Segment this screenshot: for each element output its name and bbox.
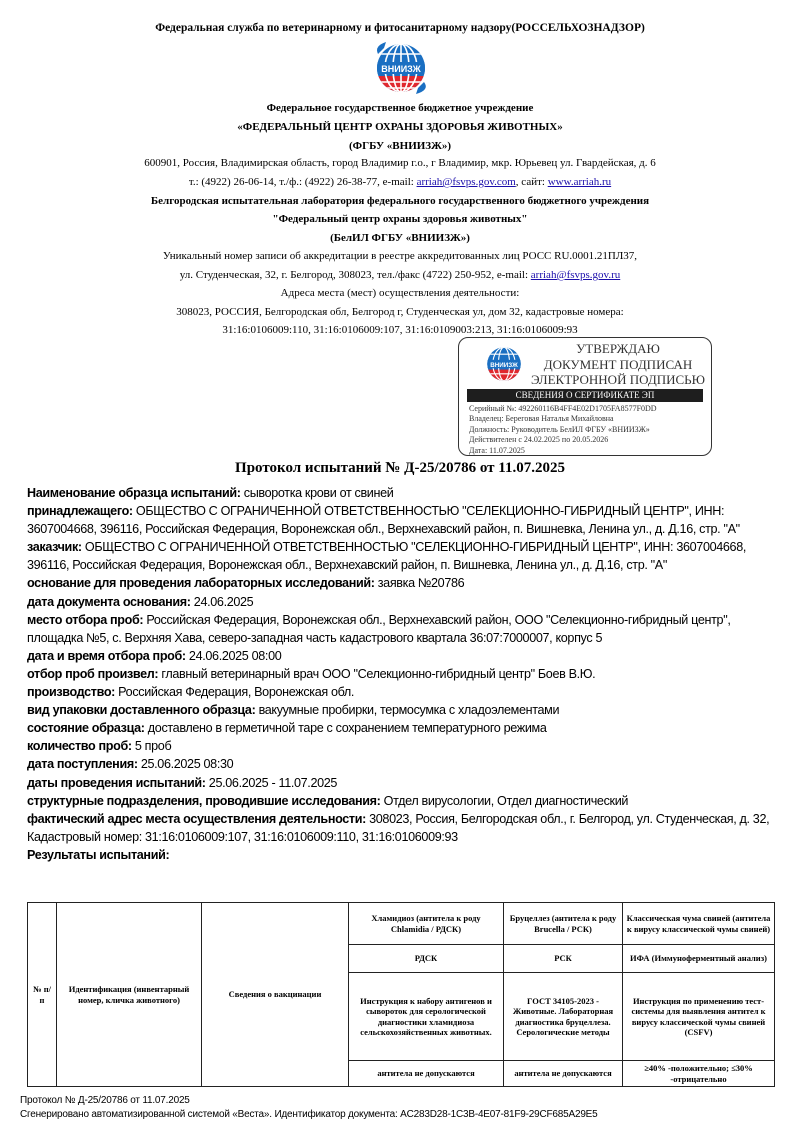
field-value: доставлено в герметичной таре с сохранением температурного режима xyxy=(144,721,547,736)
institution-address: 600901, Россия, Владимирская область, город Владимир г.о., г Владимир, мкр. Юрьевец ул. Гвардейская, д. 6 xyxy=(144,157,656,169)
stamp-signed xyxy=(529,357,707,387)
field-row xyxy=(27,810,787,846)
field-label: структурные подразделения, проводившие исследования: xyxy=(27,793,381,808)
footer-protocol: Протокол № Д-25/20786 от 11.07.2025 xyxy=(20,1095,190,1106)
field-value: сыворотка крови от свиней xyxy=(240,486,394,500)
stamp-position: Должность: Руководитель БелИЛ ФГБУ «ВНИИЗЖ» xyxy=(469,424,650,434)
institution-short: (ФГБУ «ВНИИЗЖ») xyxy=(348,140,452,152)
field-row xyxy=(27,792,787,810)
field-value: 24.06.2025 xyxy=(190,594,254,609)
activity-label: Адреса места (мест) осуществления деятельности: xyxy=(280,287,520,299)
lab-center: "Федеральный центр охраны здоровья животных" xyxy=(272,213,528,225)
lab-name: Белгородская испытательная лаборатория федерального государственного бюджетного учреждения xyxy=(150,195,650,207)
stamp-signed-line1: ДОКУМЕНТ ПОДПИСАН xyxy=(543,357,693,372)
field-value: ОБЩЕСТВО С ОГРАНИЧЕННОЙ ОТВЕТСТВЕННОСТЬЮ "СЕЛЕКЦИОННО-ГИБРИДНЫЙ ЦЕНТР", ИНН: 3607004668, 396116, Российская Федерация, Воронежская обл., Верхнехавский район, п. Вишневка, Ленина ул., д. Д.16, стр. "А" xyxy=(27,540,747,573)
field-value: 308023, Россия, Белгородская обл., г. Белгород, ул. Студенческая, д. 32, Кадастровый номер: 31:16:0106009:107, 31:16:0106009:110, 31:16:0106009:93 xyxy=(27,811,770,844)
site-link[interactable]: www.arriah.ru xyxy=(547,176,612,188)
stamp-approve: УТВЕРЖДАЮ xyxy=(576,341,660,356)
lab-short: (БелИЛ ФГБУ «ВНИИЗЖ») xyxy=(330,232,470,244)
email-link[interactable]: arriah@fsvps.gov.com xyxy=(416,176,516,188)
institution-contacts xyxy=(0,176,800,188)
field-value: 25.06.2025 08:30 xyxy=(137,757,234,772)
stamp-signed-line2: ЭЛЕКТРОННОЙ ПОДПИСЬЮ xyxy=(531,372,705,387)
lab-address-text: ул. Студенческая, 32, г. Белгород, 308023, тел./факс (4722) 250-952, e-mail: xyxy=(179,269,531,281)
field-label: состояние образца: xyxy=(27,721,145,736)
results-heading xyxy=(27,846,787,864)
field-row xyxy=(27,719,787,737)
svg-text:ВНИИЗЖ: ВНИИЗЖ xyxy=(381,64,421,74)
method-chlamydia: РДСК xyxy=(349,945,504,973)
field-label: дата поступления: xyxy=(27,757,138,772)
lab-address xyxy=(0,269,800,281)
lab-email-link[interactable]: arriah@fsvps.gov.ru xyxy=(530,269,621,281)
field-row xyxy=(27,502,787,538)
activity-address: 308023, РОССИЯ, Белгородская обл, Белгород г, Студенческая ул, дом 32, кадастровые номера: xyxy=(176,306,624,318)
field-row xyxy=(27,683,787,701)
stamp-logo-icon xyxy=(481,343,527,385)
field-row xyxy=(27,538,787,574)
norm-doc-chlamydia: Инструкция к набору антигенов и сывороток для серологической диагностики хламидиоза сельскохозяйственных животных. xyxy=(349,973,504,1061)
field-label: Результаты испытаний: xyxy=(27,847,170,862)
norm-doc-brucellosis: ГОСТ 34105-2023 - Животные. Лабораторная диагностика бруцеллеза. Серологические методы xyxy=(504,973,623,1061)
stamp-serial: Серийный №: 492260116B4FF4E02D1705FA8577F0DD xyxy=(469,404,657,413)
stamp-cert-header: СВЕДЕНИЯ О СЕРТИФИКАТЕ ЭП xyxy=(467,389,703,402)
norm-chlamydia: антитела не допускаются xyxy=(349,1061,504,1087)
field-row xyxy=(27,774,787,792)
svg-text:ВНИИЗЖ: ВНИИЗЖ xyxy=(490,361,518,369)
field-value: ОБЩЕСТВО С ОГРАНИЧЕННОЙ ОТВЕТСТВЕННОСТЬЮ "СЕЛЕКЦИОННО-ГИБРИДНЫЙ ЦЕНТР", ИНН: 3607004668, 396116, Российская Федерация, Воронежская обл., Верхнехавский район, п. Вишневка, Ленина ул., д. Д.16, стр. "А" xyxy=(27,504,740,537)
institution-name: «ФЕДЕРАЛЬНЫЙ ЦЕНТР ОХРАНЫ ЗДОРОВЬЯ ЖИВОТНЫХ» xyxy=(237,121,563,133)
field-label: фактический адрес места осуществления деятельности: xyxy=(27,811,366,826)
footer-generated: Сгенерировано автоматизированной системой «Веста». Идентификатор документа: AC283D28-1C3B-4E07-81F9-29CF685A29E5 xyxy=(20,1109,598,1120)
page-footer xyxy=(20,1094,598,1122)
field-label: дата и время отбора проб: xyxy=(27,648,186,663)
field-value: 25.06.2025 - 11.07.2025 xyxy=(205,775,338,790)
field-row xyxy=(27,484,787,502)
stamp-date: Дата: 11.07.2025 xyxy=(469,445,525,455)
test-name-csf: Классическая чума свиней (антитела к вирусу классической чумы свиней) xyxy=(623,903,775,945)
field-value: 5 проб xyxy=(131,739,172,754)
contacts-text: т.: (4922) 26-06-14, т./ф.: (4922) 26-38-77, e-mail: xyxy=(188,176,417,188)
field-label: дата документа основания: xyxy=(27,594,191,609)
field-value: главный ветеринарный врач ООО "Селекционно-гибридный центр" Боев В.Ю. xyxy=(158,666,596,681)
signature-stamp xyxy=(458,337,712,456)
field-value: Российская Федерация, Воронежская обл., Верхнехавский район, ООО "Селекционно-гибридный центр", площадка №5, с. Верхняя Хава, северо-западная часть кадастрового квартала 36:07:7000007, корпус 5 xyxy=(27,612,731,645)
field-row xyxy=(27,647,787,665)
field-row xyxy=(27,737,787,755)
stamp-owner: Владелец: Береговая Наталья Михайловна xyxy=(469,414,614,424)
accreditation: Уникальный номер записи об аккредитации в реестре аккредитованных лиц РОСС RU.0001.21ПЛ37, xyxy=(162,250,638,262)
test-name-chlamydia: Хламидиоз (антитела к роду Chlamidia / РДСК) xyxy=(349,903,504,945)
stamp-cert-details xyxy=(469,404,657,456)
field-label: основание для проведения лабораторных исследований: xyxy=(27,576,375,591)
field-value: Российская Федерация, Воронежская обл. xyxy=(115,685,355,700)
institution-type: Федеральное государственное бюджетное учреждение xyxy=(266,102,534,114)
results-table xyxy=(27,902,775,1087)
col-header-num: № п/п xyxy=(28,903,57,1087)
site-prefix: , сайт: xyxy=(515,176,548,188)
vniizzh-logo-icon xyxy=(368,38,434,98)
norm-doc-csf: Инструкция по применению тест-системы для выявления антител к вирусу классической чумы свиней (CSFV) xyxy=(623,973,775,1061)
field-value: 24.06.2025 08:00 xyxy=(185,648,282,663)
field-row xyxy=(27,701,787,719)
field-label: принадлежащего: xyxy=(27,504,133,519)
field-label: Наименование образца испытаний: xyxy=(27,486,241,500)
field-value: вакуумные пробирки, термосумка с хладоэлементами xyxy=(255,703,560,718)
field-label: вид упаковки доставленного образца: xyxy=(27,703,256,718)
sample-info xyxy=(27,484,787,864)
method-csf: ИФА (Иммуноферментный анализ) xyxy=(623,945,775,973)
norm-brucellosis: антитела не допускаются xyxy=(504,1061,623,1087)
field-row xyxy=(27,755,787,773)
field-row xyxy=(27,611,787,647)
col-header-id: Идентификация (инвентарный номер, кличка животного) xyxy=(57,903,202,1087)
cadastral-numbers: 31:16:0106009:110, 31:16:0106009:107, 31:16:0109003:213, 31:16:0106009:93 xyxy=(222,324,578,336)
field-label: производство: xyxy=(27,685,116,700)
field-row xyxy=(27,593,787,611)
field-label: отбор проб произвел: xyxy=(27,666,159,681)
field-value: заявка №20786 xyxy=(374,576,465,591)
agency-name: Федеральная служба по ветеринарному и фитосанитарному надзору(РОССЕЛЬХОЗНАДЗОР) xyxy=(155,22,645,34)
protocol-title: Протокол испытаний № Д-25/20786 от 11.07.2025 xyxy=(235,460,565,476)
test-name-brucellosis: Бруцеллез (антитела к роду Brucella / РСК) xyxy=(504,903,623,945)
field-label: даты проведения испытаний: xyxy=(27,775,206,790)
field-row xyxy=(27,665,787,683)
field-label: заказчик: xyxy=(27,540,82,555)
field-label: количество проб: xyxy=(27,739,132,754)
field-label: место отбора проб: xyxy=(27,612,144,627)
stamp-valid: Действителен с 24.02.2025 по 20.05.2026 xyxy=(469,435,609,445)
norm-csf: ≥40% -положительно; ≤30% -отрицательно xyxy=(623,1061,775,1087)
field-value: Отдел вирусологии, Отдел диагностический xyxy=(380,793,629,808)
col-header-vaccination: Сведения о вакцинации xyxy=(202,903,349,1087)
field-row xyxy=(27,574,787,592)
method-brucellosis: РСК xyxy=(504,945,623,973)
